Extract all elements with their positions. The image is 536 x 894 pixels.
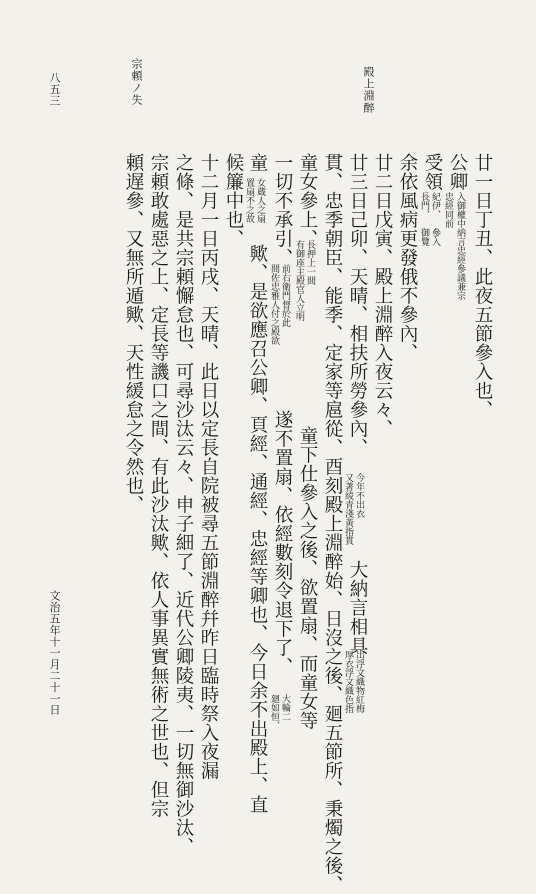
text-column-8-note-b: 有御座主殿官人立明 xyxy=(294,240,304,321)
text-column-10-note-b: 置扇不之故 xyxy=(244,178,254,223)
text-column-14: 宗頼敢處惡之上、定長等譏口之間、有此沙汰歟、依人事異實無術之世也、但宗 xyxy=(148,153,169,818)
text-column-2-main: 公卿 xyxy=(447,153,468,191)
running-head-right: 殿上淵醉 xyxy=(362,66,375,114)
text-column-6-main: 廿三日己卯、天晴、相扶所勞參內、 xyxy=(347,153,368,457)
text-column-6-note-d: 厚衣浮文織色指 xyxy=(343,650,353,713)
text-column-6-cont: 大納言相具 xyxy=(347,560,368,655)
text-column-8-cont: 童下仕參入之後、欲置扇、而童女等 xyxy=(297,426,318,730)
text-column-9-cont: 遂不置扇、依經數刻令退下了、 xyxy=(272,410,293,676)
text-column-9-note-d: 廻如恒、 xyxy=(269,694,279,730)
text-column-5: 廿二日戊寅、殿上淵醉入夜云々、 xyxy=(372,153,393,438)
text-column-15: 頼遅參、又無所遁歟、天性緩怠之令然也、 xyxy=(123,153,144,514)
text-column-3-note-c: 參入 xyxy=(430,228,440,246)
text-column-10-cont: 歟、是欲應召公卿、頁經、通經、忠經等卿也、今日余不出殿上、直 xyxy=(247,244,268,814)
text-column-3-note-a: 紀伊、 xyxy=(430,192,440,219)
text-column-1: 廿一日丁丑、此夜五節參入也、 xyxy=(472,153,493,419)
text-column-6-note-a: 今年不出衣 xyxy=(354,473,364,518)
text-column-8-note-a: 長押上一間 xyxy=(305,240,315,285)
footer-date: 文治五年十一月二十一日 xyxy=(48,590,61,716)
text-column-2-note-a: 入御權中納言忠經參議兼宗 xyxy=(455,192,465,300)
text-column-3-main: 受領 xyxy=(422,153,443,191)
text-column-12: 十二月一日丙戌、天晴、此日以定長自院被尋五節淵醉幷昨日臨時祭入夜漏 xyxy=(198,153,219,780)
text-column-4: 余依風病更發俄不參內、 xyxy=(397,153,418,362)
text-column-7: 貫、忠季朝臣、能季、定家等扈從、酉刻殿上淵醉始、日沒之後、廻五節所、秉燭之後、 xyxy=(322,153,343,894)
text-column-9-note-a: 前右衛門督於此 xyxy=(280,264,290,327)
text-column-9-main: 一切不承引、 xyxy=(272,153,293,267)
text-column-3-note-b: 長門、 xyxy=(419,192,429,219)
text-column-3-note-d: 御覽 xyxy=(419,228,429,246)
text-column-10-note-a: 女蔵人之扇 xyxy=(255,178,265,223)
text-column-2-note-b: 忠經同前 xyxy=(443,192,453,228)
text-column-9-note-b: 間佐忠雅人付之殿欲 xyxy=(269,264,279,345)
text-column-13: 之條、是共宗頼懈怠也、可尋沙汰云々、申子細了、近代公卿陵夷、一切無御沙汰、 xyxy=(173,153,194,856)
text-column-6-note-c: 出浮文織物紅梅 xyxy=(354,650,364,713)
text-column-10-main: 童 xyxy=(247,153,268,172)
footer-page-number: 八五三 xyxy=(48,72,61,107)
text-column-6-note-b: 又著綾青淺黃指貫 xyxy=(343,473,353,545)
text-column-9-note-c: 大輪二 xyxy=(280,694,290,721)
text-column-8-main: 童女參上、 xyxy=(297,153,318,248)
running-head-left: 宗頼ノ失 xyxy=(130,58,143,106)
text-column-11: 候簾中也、 xyxy=(223,153,244,248)
